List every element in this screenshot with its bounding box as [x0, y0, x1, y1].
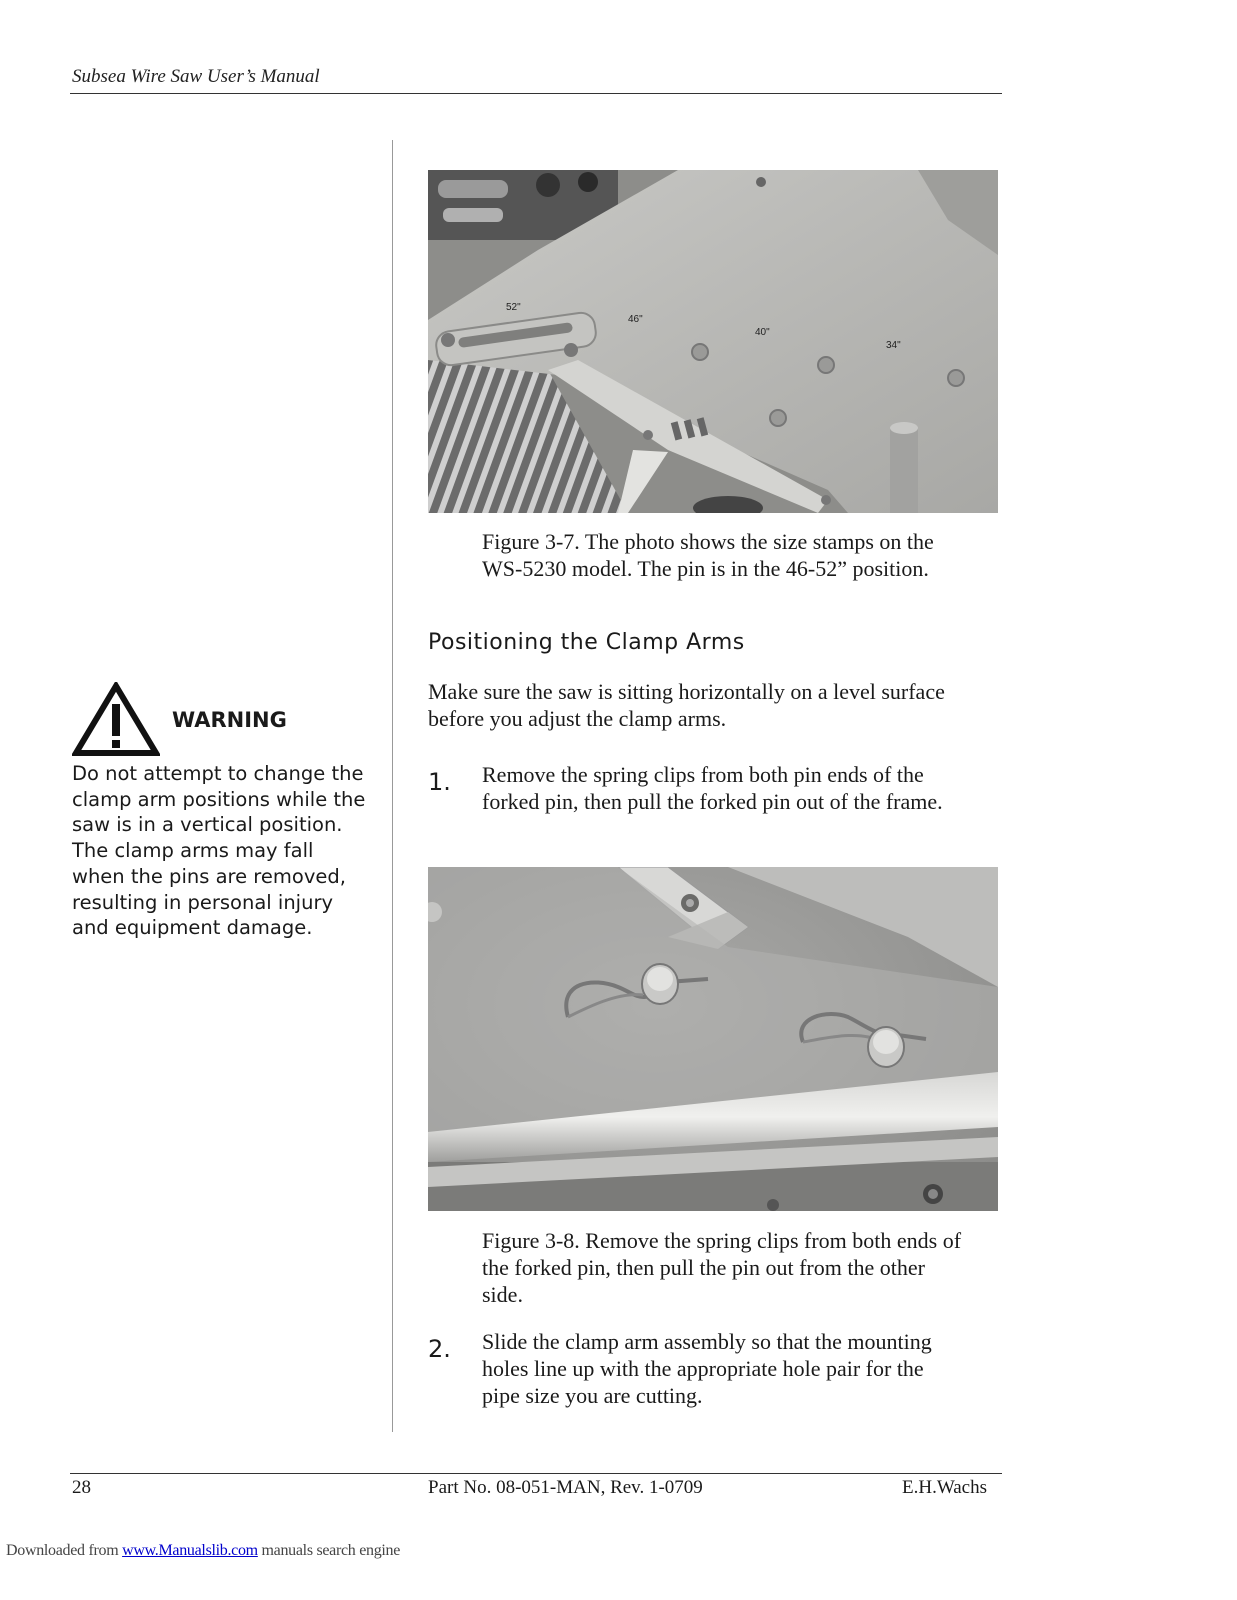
warning-icon [72, 682, 160, 757]
figure-3-8-caption-line: the forked pin, then pull the pin out from the other [482, 1255, 925, 1280]
figure-3-7-caption-line: Figure 3-7. The photo shows the size stamps on the [482, 529, 934, 554]
step-1-line: Remove the spring clips from both pin ends of the [482, 762, 924, 787]
warning-line: and equipment damage. [72, 916, 313, 940]
warning-title: WARNING [172, 708, 287, 732]
step-1-text [482, 761, 1002, 815]
figure-3-7-caption-line: WS-5230 model. The pin is in the 46-52” position. [482, 556, 929, 581]
figure-3-8-photo [428, 867, 998, 1211]
figure-3-8-caption-line: side. [482, 1282, 523, 1307]
step-1-line: forked pin, then pull the forked pin out of the frame. [482, 789, 943, 814]
manualslib-link[interactable]: www.Manualslib.com [122, 1542, 258, 1559]
stamp-34: 34" [886, 340, 901, 351]
intro-paragraph [428, 678, 1008, 732]
stamp-46: 46" [628, 314, 643, 325]
header-rule [70, 93, 1002, 94]
download-prefix: Downloaded from [6, 1542, 123, 1559]
figure-3-7-illustration [428, 170, 998, 513]
figure-3-7-photo [428, 170, 998, 513]
warning-line: when the pins are removed, [72, 864, 346, 888]
intro-line: before you adjust the clamp arms. [428, 706, 727, 731]
download-line [6, 1542, 400, 1560]
figure-3-7-caption [482, 528, 1002, 582]
intro-line: Make sure the saw is sitting horizontally on a level surface [428, 679, 945, 704]
footer-rule [70, 1473, 1002, 1474]
figure-3-8-caption-line: Figure 3-8. Remove the spring clips from both ends of [482, 1228, 962, 1253]
stamp-52: 52" [506, 302, 521, 313]
figure-3-8-illustration [428, 867, 998, 1211]
warning-line: saw is in a vertical position. [72, 813, 343, 837]
company-name: E.H.Wachs [902, 1477, 987, 1498]
step-2-text [482, 1328, 1002, 1409]
download-suffix: manuals search engine [257, 1542, 401, 1559]
stamp-40: 40" [755, 327, 770, 338]
warning-line: The clamp arms may fall [72, 839, 314, 863]
warning-line: resulting in personal injury [72, 890, 334, 914]
part-number: Part No. 08-051-MAN, Rev. 1-0709 [428, 1477, 703, 1498]
warning-line: Do not attempt to change the [72, 762, 364, 785]
running-header: Subsea Wire Saw User’s Manual [72, 66, 320, 87]
step-2-line: pipe size you are cutting. [482, 1383, 703, 1408]
warning-text [72, 761, 372, 941]
section-heading: Positioning the Clamp Arms [428, 630, 745, 655]
warning-line: clamp arm positions while the [72, 787, 366, 811]
column-divider [392, 140, 393, 1432]
step-2-number: 2. [428, 1335, 451, 1363]
figure-3-8-caption [482, 1227, 1012, 1308]
page-number: 28 [72, 1477, 91, 1498]
step-1-number: 1. [428, 768, 451, 796]
step-2-line: Slide the clamp arm assembly so that the mounting [482, 1329, 932, 1354]
step-2-line: holes line up with the appropriate hole pair for the [482, 1356, 924, 1381]
